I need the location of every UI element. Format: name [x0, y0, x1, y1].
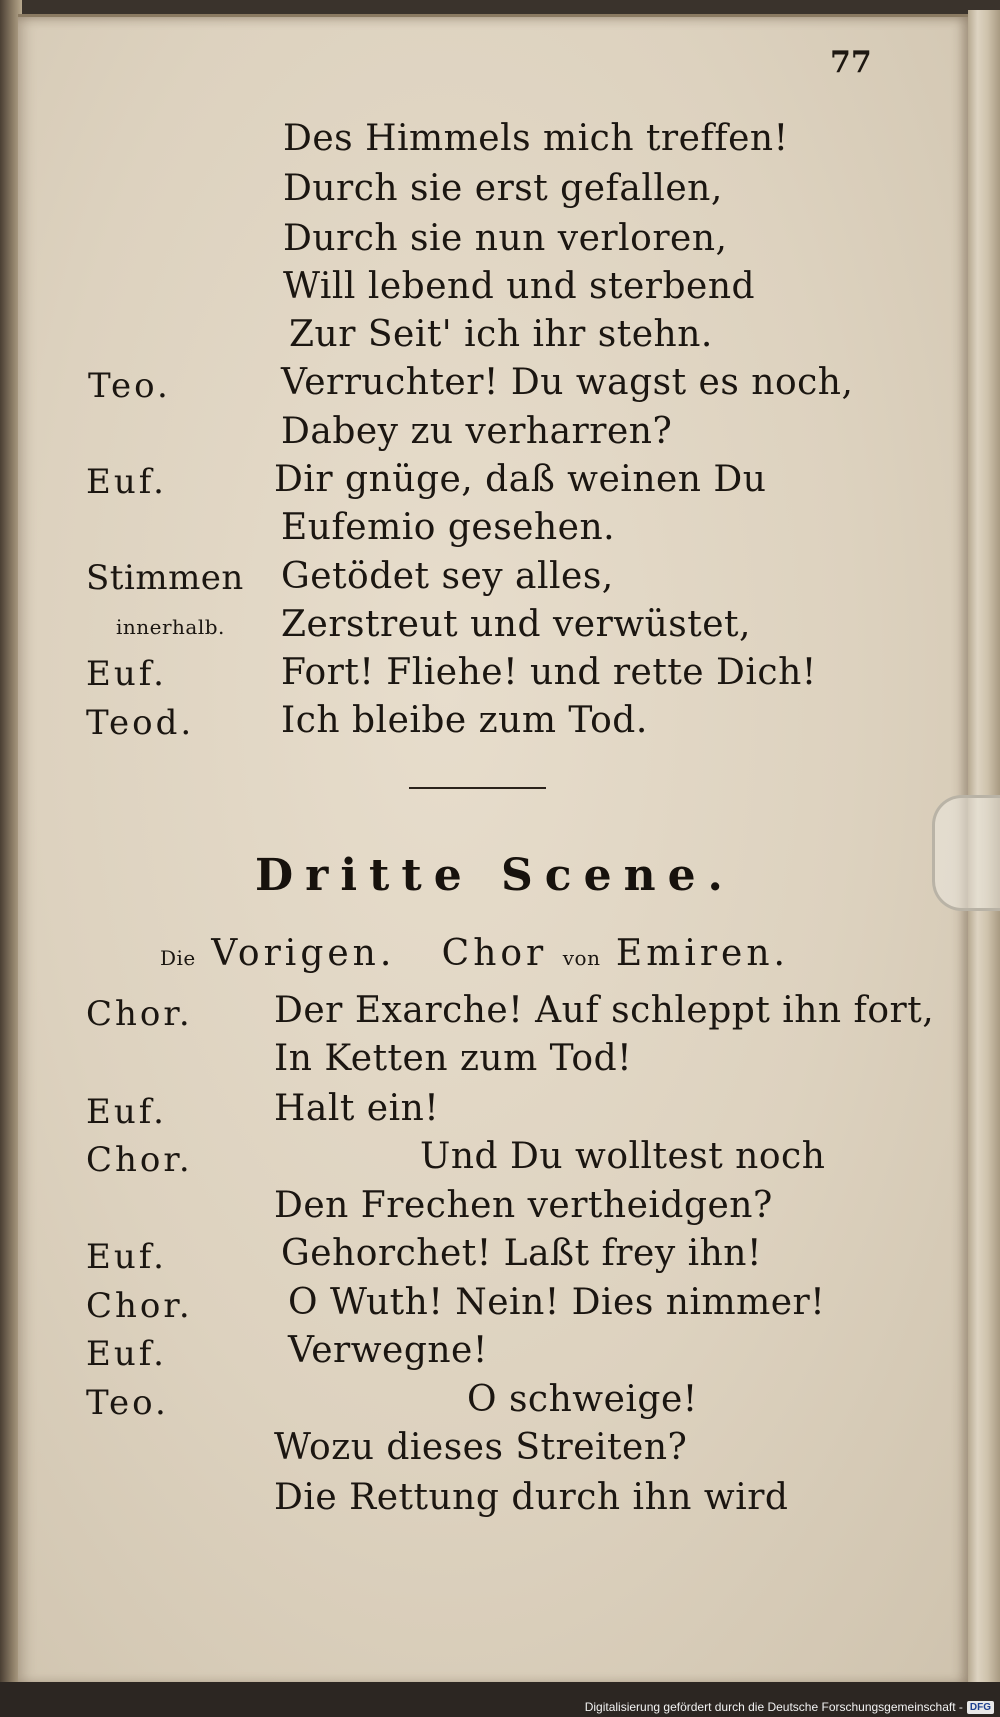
verse-line: Verwegne! [288, 1330, 488, 1371]
verse-line: Des Himmels mich treffen! [283, 118, 789, 159]
cast-vorigen: Vorigen. [211, 933, 396, 974]
verse-line: Dir gnüge, daß weinen Du [274, 459, 767, 500]
verse-line: Verruchter! Du wagst es noch, [281, 362, 854, 403]
verse-line: Getödet sey alles, [281, 556, 614, 597]
verse-line: Eufemio gesehen. [281, 507, 616, 548]
verse-line: Ich bleibe zum Tod. [281, 700, 648, 741]
page-number: 77 [830, 45, 872, 80]
verse-line: Will lebend und sterbend [283, 266, 756, 307]
cast-chor: Chor [441, 933, 548, 974]
verse-line: Durch sie nun verloren, [283, 218, 728, 259]
speaker-label: Chor. [86, 994, 193, 1034]
speaker-label: Chor. [86, 1286, 193, 1326]
speaker-label: Euf. [86, 1334, 167, 1374]
verse-line: Fort! Fliehe! und rette Dich! [281, 652, 817, 693]
verse-line: Halt ein! [274, 1088, 440, 1129]
verse-line: Die Rettung durch ihn wird [274, 1477, 789, 1518]
cast-line [160, 933, 789, 974]
speaker-label: Euf. [86, 1092, 167, 1132]
verse-line: Der Exarche! Auf schleppt ihn fort, [274, 990, 935, 1031]
verse-line: Zerstreut und verwüstet, [281, 604, 751, 645]
verse-line: Gehorchet! Laßt frey ihn! [281, 1233, 762, 1274]
speaker-label: Teo. [86, 1383, 169, 1423]
credit-text: Digitalisierung gefördert durch die Deutsche Forschungsgemeinschaft - [584, 1700, 963, 1714]
separator-rule [409, 787, 546, 789]
scene-heading: Dritte Scene. [255, 850, 735, 901]
cast-emiren: Emiren. [615, 933, 789, 974]
verse-line: Dabey zu verharren? [281, 411, 673, 452]
cast-die: Die [160, 946, 196, 970]
cast-von: von [562, 946, 601, 970]
verse-line: Durch sie erst gefallen, [283, 168, 723, 209]
verse-line: Zur Seit' ich ihr stehn. [289, 314, 713, 355]
speaker-label: Chor. [86, 1140, 193, 1180]
speaker-label: Stimmen [86, 558, 244, 598]
verse-line: Wozu dieses Streiten? [274, 1427, 688, 1468]
paper-clip [932, 795, 1000, 911]
speaker-label: Euf. [86, 654, 167, 694]
verse-line: In Ketten zum Tod! [274, 1038, 633, 1079]
speaker-label: Euf. [86, 462, 167, 502]
speaker-label: Teo. [88, 366, 171, 406]
speaker-label: innerhalb. [116, 615, 225, 639]
verse-line: Den Frechen vertheidgen? [274, 1185, 773, 1226]
dfg-logo: DFG [967, 1701, 994, 1714]
verse-line: O Wuth! Nein! Dies nimmer! [288, 1282, 826, 1323]
digitization-credit [585, 1700, 994, 1714]
verse-line: O schweige! [467, 1379, 698, 1420]
speaker-label: Teod. [86, 703, 195, 743]
verse-line: Und Du wolltest noch [420, 1136, 826, 1177]
speaker-label: Euf. [86, 1237, 167, 1277]
